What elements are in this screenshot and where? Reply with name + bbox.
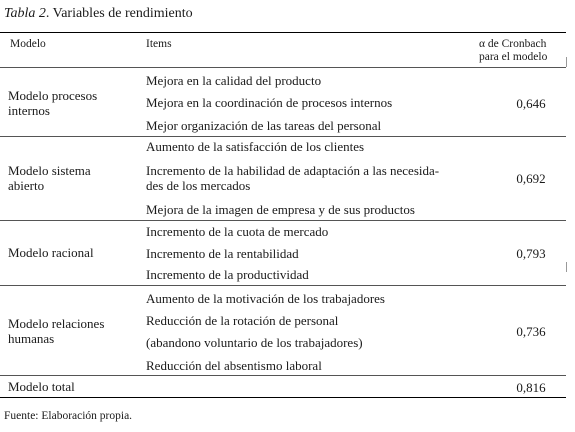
alpha-value: 0,736 bbox=[516, 324, 546, 339]
table-label: Tabla 2 bbox=[4, 6, 46, 21]
group-model-label: internos bbox=[8, 103, 50, 118]
header-alpha-line1: α de Cronbach bbox=[479, 38, 547, 50]
right-edge-mark bbox=[566, 262, 570, 272]
item-text: (abandono voluntario de los trabajadores) bbox=[146, 335, 363, 350]
header-model: Modelo bbox=[10, 38, 46, 50]
alpha-value: 0,793 bbox=[516, 246, 546, 261]
alpha-value: 0,692 bbox=[516, 171, 546, 186]
group-model-label: abierto bbox=[8, 178, 45, 193]
group-rule bbox=[0, 136, 566, 137]
group-model-label: Modelo sistema bbox=[8, 163, 91, 178]
item-text: Incremento de la cuota de mercado bbox=[146, 224, 329, 239]
total-alpha-value: 0,816 bbox=[516, 380, 546, 395]
item-text: Reducción del absentismo laboral bbox=[146, 358, 322, 373]
group-rule bbox=[0, 220, 566, 221]
group-model-label: humanas bbox=[8, 331, 55, 346]
item-text: Incremento de la habilidad de adaptación a las necesida- bbox=[146, 163, 440, 178]
group-model-label: Modelo relaciones bbox=[8, 316, 105, 331]
item-text: Incremento de la productividad bbox=[146, 267, 309, 282]
source-note: Fuente: Elaboración propia. bbox=[4, 410, 133, 422]
table-caption bbox=[4, 6, 193, 22]
table-title: . Variables de rendimiento bbox=[45, 6, 193, 21]
item-text: Aumento de la motivación de los trabajadores bbox=[146, 291, 385, 306]
group-rule bbox=[0, 285, 566, 286]
item-text: Incremento de la rentabilidad bbox=[146, 246, 299, 261]
item-text: Mejora de la imagen de empresa y de sus productos bbox=[146, 202, 415, 217]
total-label: Modelo total bbox=[8, 379, 75, 394]
item-text: Aumento de la satisfacción de los clientes bbox=[146, 139, 365, 154]
item-text: Reducción de la rotación de personal bbox=[146, 313, 339, 328]
header-rule bbox=[0, 67, 566, 68]
top-rule bbox=[0, 32, 566, 33]
item-text: Mejora en la coordinación de procesos internos bbox=[146, 95, 393, 110]
right-edge-mark bbox=[566, 57, 570, 67]
group-model-label: Modelo racional bbox=[8, 245, 94, 260]
group-model-label: Modelo procesos bbox=[8, 88, 98, 103]
alpha-value: 0,646 bbox=[516, 96, 546, 111]
header-alpha-line2: para el modelo bbox=[479, 51, 548, 63]
header-items: Items bbox=[146, 38, 172, 50]
item-text: Mejora en la calidad del producto bbox=[146, 73, 322, 88]
item-text: des de los mercados bbox=[146, 178, 251, 193]
item-text: Mejor organización de las tareas del personal bbox=[146, 118, 382, 133]
bottom-rule bbox=[0, 397, 566, 398]
group-rule bbox=[0, 375, 566, 376]
